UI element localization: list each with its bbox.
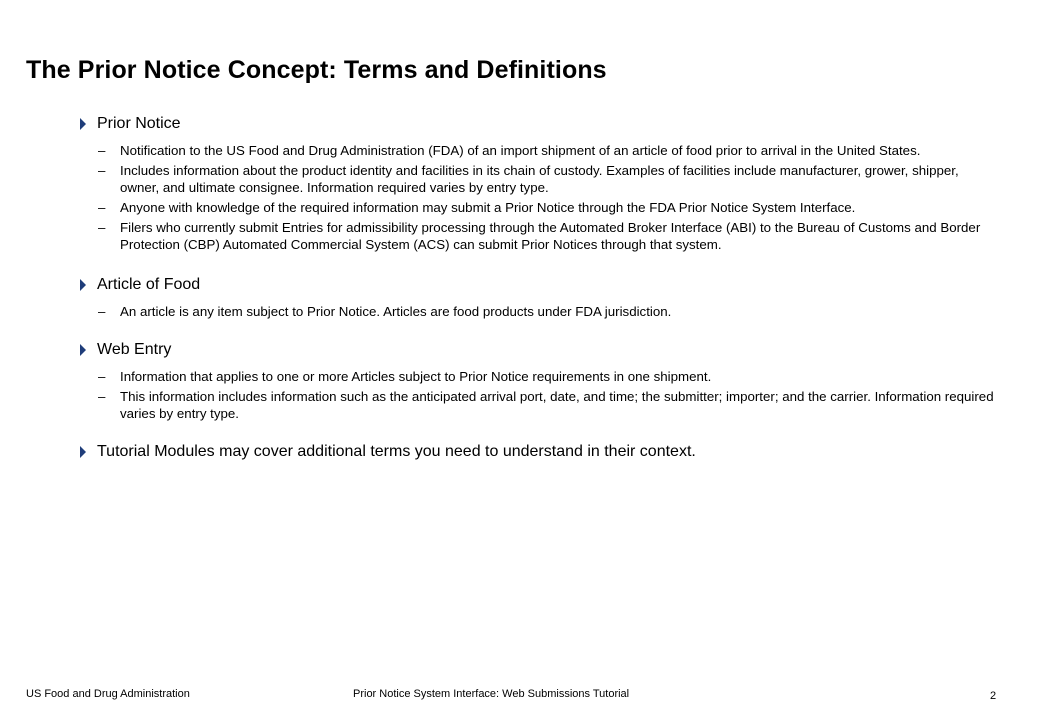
section-web-entry — [76, 340, 996, 422]
sub-bullet-text: Notification to the US Food and Drug Administration (FDA) of an import shipment of an article of food prior to arrival in the United States. — [120, 143, 921, 158]
bullet-heading: Prior Notice — [97, 115, 181, 132]
content-area — [76, 114, 996, 484]
sub-bullet-text: Includes information about the product identity and facilities in its chain of custody. Examples of facilities include manufacturer, grower, shipper, owner, and ultimate consignee. Information required varies by entry type. — [120, 163, 959, 195]
bullet-heading: Article of Food — [97, 276, 201, 293]
sub-bullet-text: Filers who currently submit Entries for admissibility processing through the Automated Broker Interface (ABI) to the Bureau of Customs and Border Protection (CBP) Automated Commercial System (ACS) can submit Prior Notices through that system. — [120, 220, 981, 252]
bullet-web-entry — [76, 340, 996, 360]
footer-organization: US Food and Drug Administration — [26, 688, 190, 700]
section-tutorial-modules — [76, 442, 996, 462]
sub-bullet — [76, 368, 996, 385]
sub-bullet-text: This information includes information such as the anticipated arrival port, date, and time; the submitter; importer; and the carrier. Information required varies by entry type. — [120, 389, 994, 421]
bullet-tutorial-modules — [76, 442, 996, 462]
page-number: 2 — [990, 690, 997, 702]
dash-icon: – — [98, 304, 106, 319]
dash-icon: – — [98, 163, 106, 178]
sub-bullet — [76, 162, 996, 196]
bullet-prior-notice — [76, 114, 996, 134]
sub-bullet-text: Information that applies to one or more Articles subject to Prior Notice requirements in one shipment. — [120, 369, 712, 384]
sub-bullet — [76, 142, 996, 159]
footer-tutorial-title: Prior Notice System Interface: Web Submissions Tutorial — [353, 688, 630, 700]
sub-bullet — [76, 388, 996, 422]
dash-icon: – — [98, 389, 106, 404]
triangle-right-icon — [80, 118, 86, 130]
dash-icon: – — [98, 369, 106, 384]
sub-bullet-text: An article is any item subject to Prior Notice. Articles are food products under FDA jurisdiction. — [120, 304, 672, 319]
triangle-right-icon — [80, 279, 86, 291]
section-article-of-food — [76, 275, 996, 320]
section-prior-notice — [76, 114, 996, 253]
slide-title: The Prior Notice Concept: Terms and Definitions — [26, 56, 607, 84]
sub-bullet — [76, 219, 996, 253]
triangle-right-icon — [80, 344, 86, 356]
sub-bullet — [76, 199, 996, 216]
sub-bullet — [76, 303, 996, 320]
bullet-heading: Web Entry — [97, 341, 172, 358]
triangle-right-icon — [80, 446, 86, 458]
sub-bullet-text: Anyone with knowledge of the required information may submit a Prior Notice through the FDA Prior Notice System Interface. — [120, 200, 856, 215]
dash-icon: – — [98, 143, 106, 158]
bullet-heading: Tutorial Modules may cover additional terms you need to understand in their context. — [97, 443, 696, 460]
dash-icon: – — [98, 200, 106, 215]
dash-icon: – — [98, 220, 106, 235]
bullet-article-of-food — [76, 275, 996, 295]
